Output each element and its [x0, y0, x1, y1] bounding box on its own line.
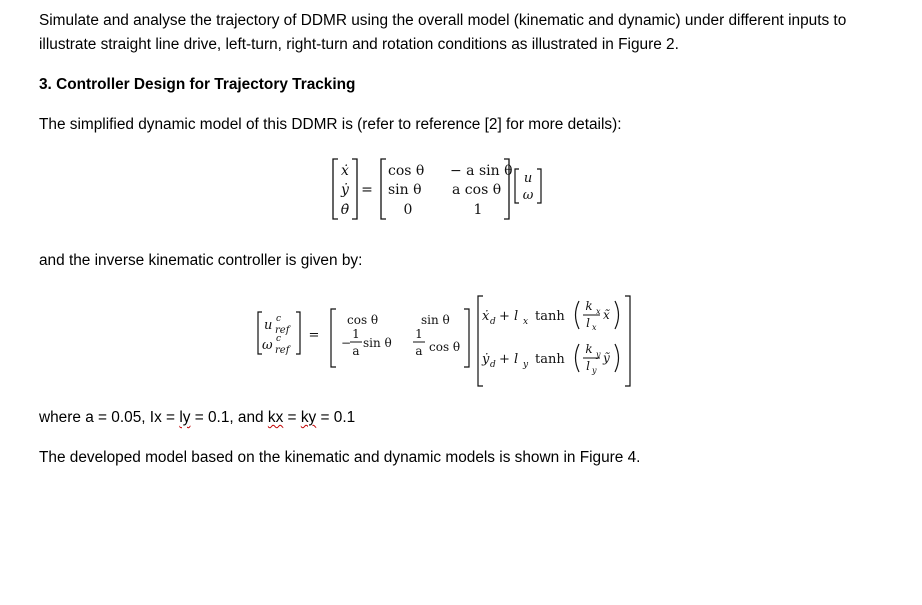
m21-denominator: a	[352, 344, 360, 358]
lhs-x-dot: ẋ	[341, 163, 349, 179]
equals-sign: =	[361, 182, 373, 198]
lhs-u-sub: ref	[275, 325, 290, 336]
rhs-y-dot: ẏ	[482, 352, 490, 367]
dynamic-model-equation	[330, 156, 570, 226]
spell-ly[interactable]: ly	[179, 409, 191, 426]
m22-tail: cos θ	[429, 340, 461, 354]
params-eq: =	[283, 409, 301, 426]
rhs-y-ksub: y	[596, 350, 601, 359]
matrix-m11: cos θ	[347, 313, 379, 327]
lhs-u-sup: c	[276, 314, 282, 324]
lhs-omega-sup: c	[276, 334, 282, 344]
intro-paragraph: Simulate and analyse the trajectory of DDMR using the overall model (kinematic and dynamic) under different inputs to illustrate straight line drive, left-turn, right-turn and rotation conditions as illustrated in Figure 2.	[39, 12, 847, 53]
rhs-y-k: k	[585, 342, 593, 356]
m22-denominator: a	[415, 344, 423, 358]
vector-omega: ω	[522, 188, 534, 203]
rhs-x-tilde: x̃	[603, 308, 610, 322]
lhs-u-ref: u	[264, 318, 273, 333]
rhs-y-tilde: ỹ	[603, 351, 610, 365]
m21-numerator: 1	[352, 327, 360, 341]
lhs-y-dot: ẏ	[341, 182, 349, 198]
simplified-model-text: The simplified dynamic model of this DDMR is (refer to reference [2] for more details):	[39, 116, 622, 133]
m22-numerator: 1	[415, 327, 423, 341]
vector-u: u	[523, 171, 533, 186]
parameters-text	[39, 406, 899, 430]
lhs-omega-sub: ref	[275, 345, 290, 356]
rhs-x-sub: d	[490, 317, 496, 327]
inverse-kinematic-equation	[252, 293, 642, 393]
section-heading: 3. Controller Design for Trajectory Tracking	[39, 76, 356, 93]
spell-kx[interactable]: kx	[267, 409, 284, 426]
rhs-x-dot: ẋ	[482, 309, 490, 324]
figure-reference-text: The developed model based on the kinematic and dynamic models is shown in Figure 4.	[39, 449, 641, 466]
rhs-x-tanh: tanh	[535, 309, 565, 324]
lhs-theta-dot: θ̇	[340, 202, 350, 218]
rhs-x-k: k	[585, 299, 593, 313]
rhs-y-l: l	[586, 359, 590, 373]
rhs-y-lsub2: y	[592, 366, 597, 375]
inverse-controller-text: and the inverse kinematic controller is given by:	[39, 252, 363, 269]
rhs-x-lsub: x	[523, 317, 529, 327]
matrix-m12: sin θ	[421, 313, 450, 327]
rhs-x-plus: + l	[499, 309, 519, 324]
rhs-x-ksub: x	[596, 307, 601, 316]
params-suffix: = 0.1	[316, 409, 356, 426]
rhs-x-l: l	[586, 316, 590, 330]
matrix-cell: − a sin θ	[450, 163, 513, 179]
equals-sign: =	[308, 328, 320, 343]
rhs-y-plus: + l	[499, 352, 519, 367]
rhs-y-sub: d	[490, 360, 496, 370]
lhs-omega-ref: ω	[262, 338, 273, 353]
rhs-y-tanh: tanh	[535, 352, 565, 367]
m21-tail: sin θ	[363, 336, 392, 350]
matrix-cell: cos θ	[388, 163, 425, 179]
matrix-cell: 0	[403, 202, 413, 218]
matrix-cell: 1	[473, 202, 483, 218]
rhs-x-lsub2: x	[592, 323, 597, 332]
params-mid: = 0.1, and	[190, 409, 268, 426]
matrix-cell: sin θ	[388, 182, 422, 198]
params-prefix: where a = 0.05, Ix =	[39, 409, 180, 426]
rhs-y-lsub: y	[523, 360, 529, 370]
m21-minus: −	[341, 336, 352, 350]
spell-ky[interactable]: ky	[300, 409, 317, 426]
matrix-cell: a cos θ	[452, 182, 502, 198]
